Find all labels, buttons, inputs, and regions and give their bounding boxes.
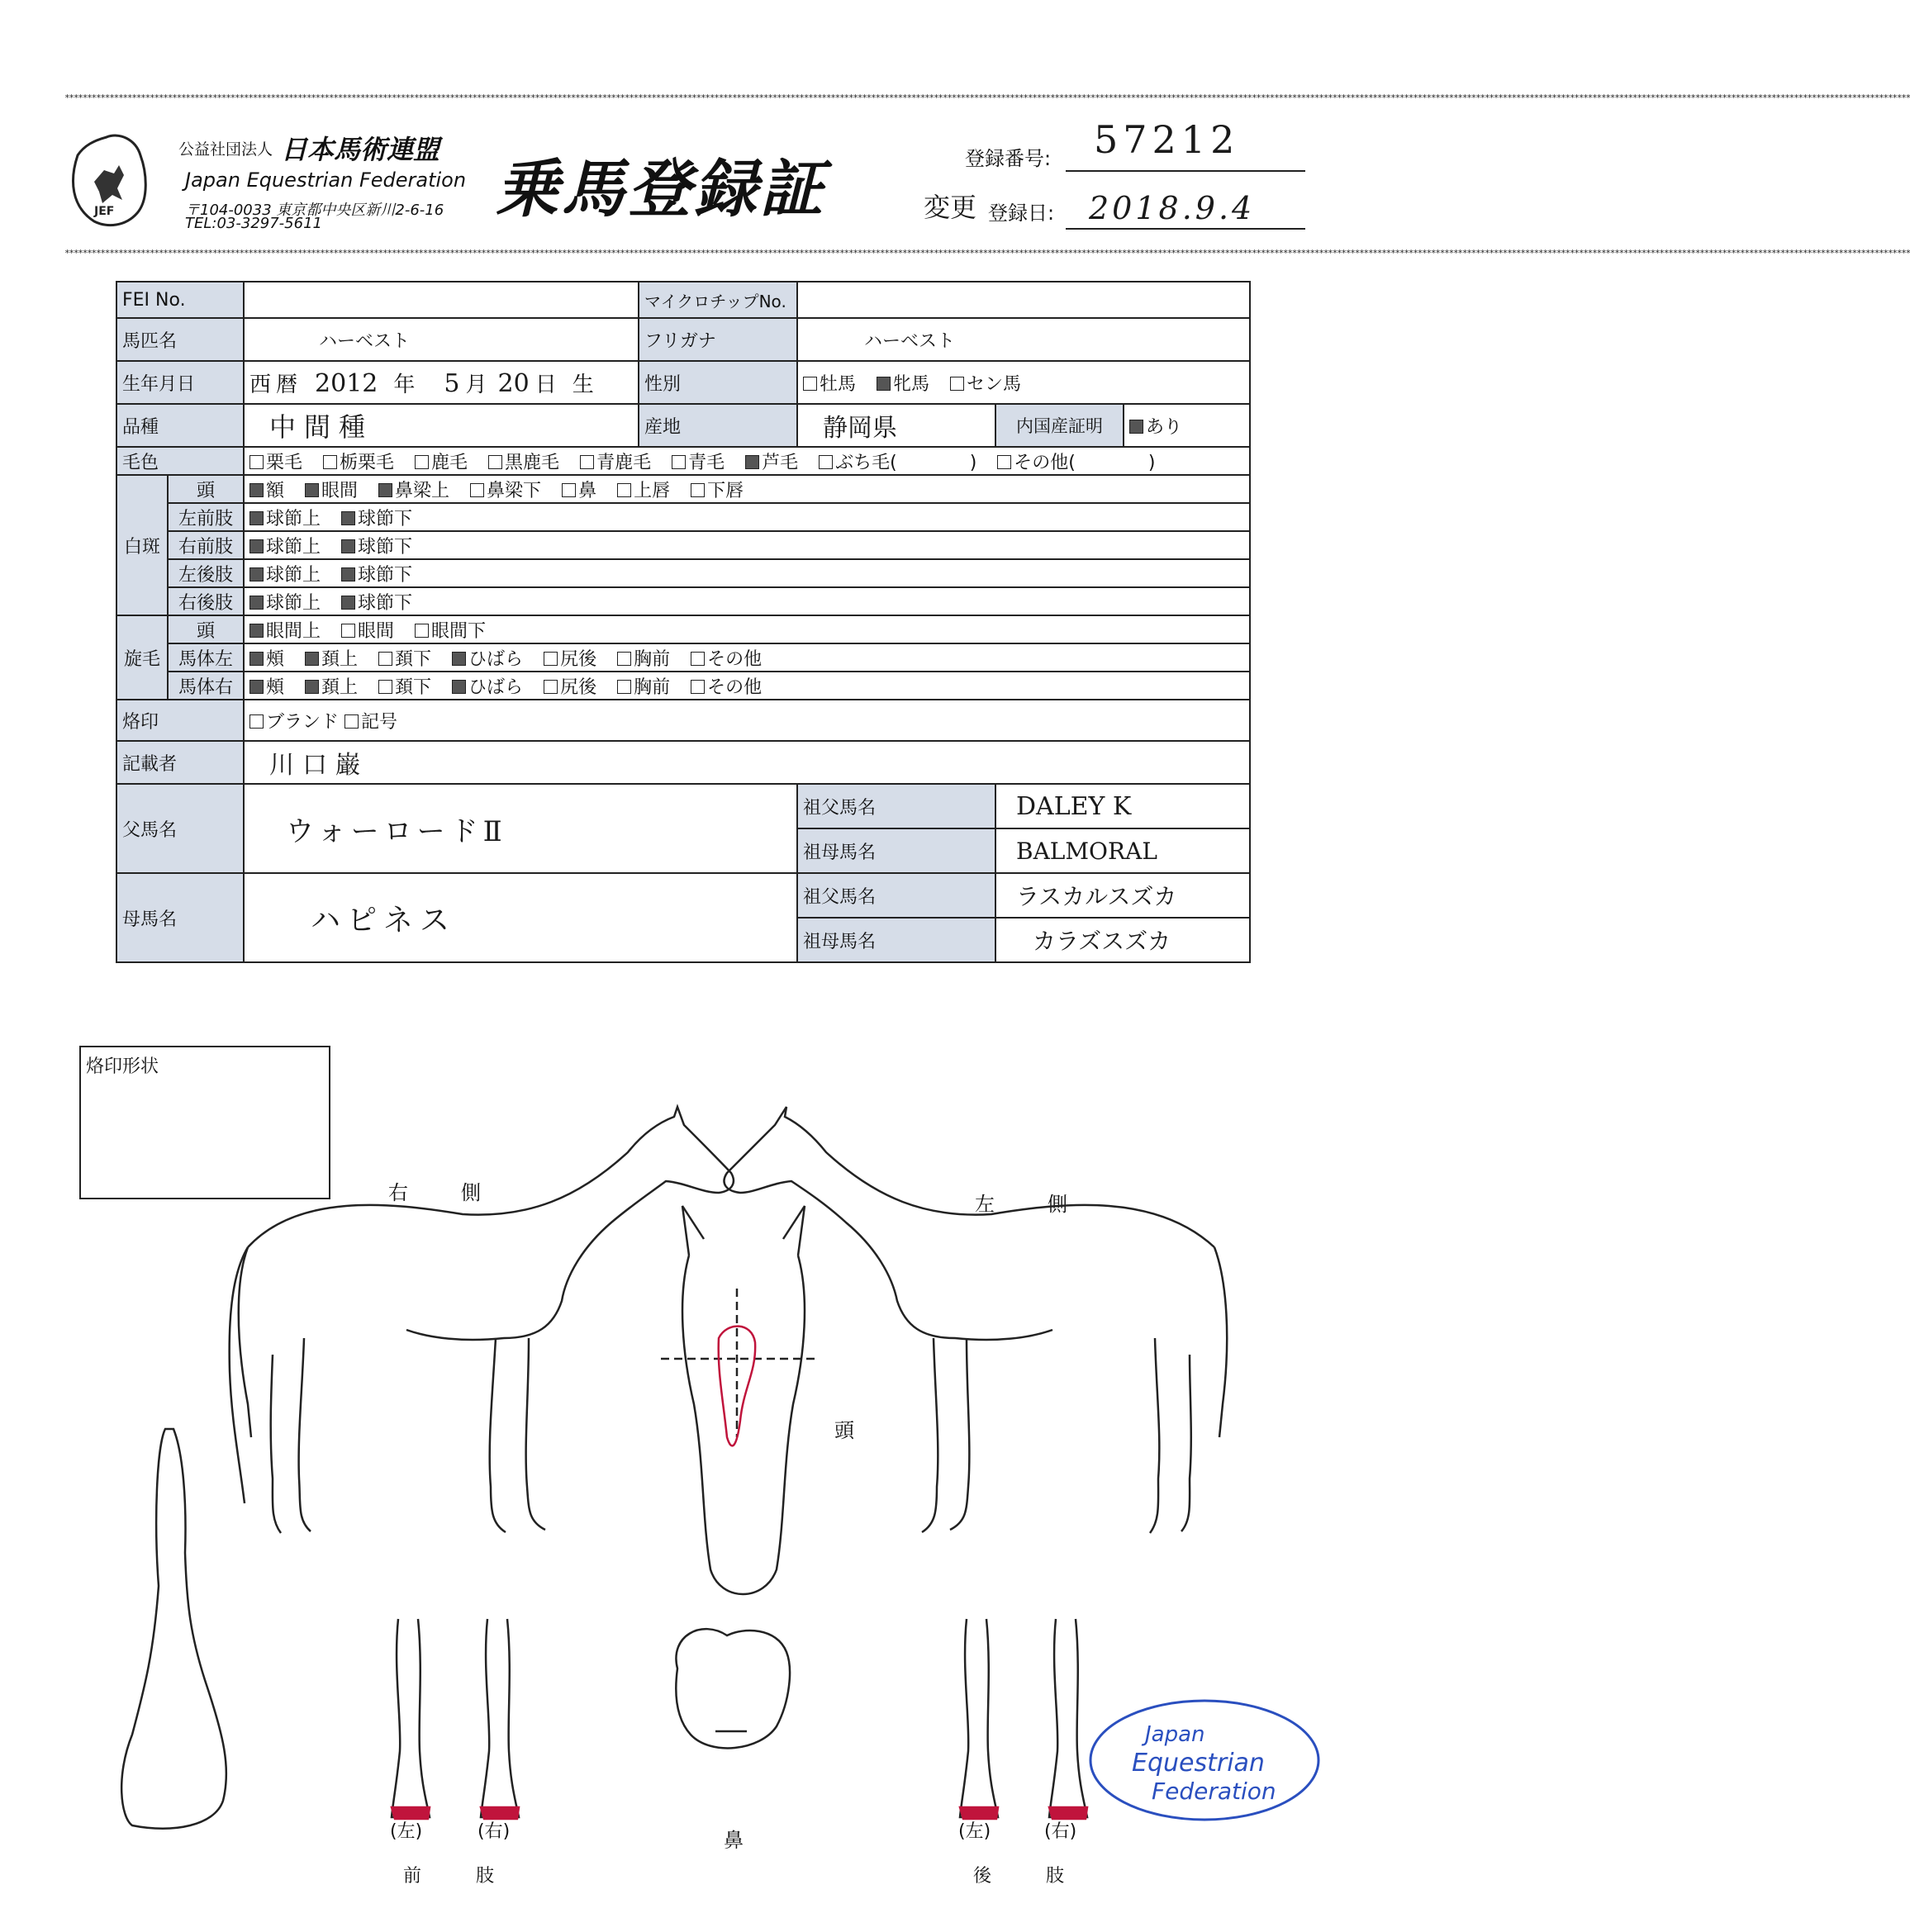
markings-label: 白斑	[116, 475, 168, 615]
whorl-option[interactable]: 頚上	[305, 677, 358, 698]
dam-value: ハピネス	[244, 873, 797, 962]
birth-day-unit: 日	[535, 372, 557, 397]
horse-left-side	[725, 1107, 1228, 1533]
wh-2-0[interactable]	[249, 680, 264, 694]
sire-label: 父馬名	[116, 784, 244, 873]
whorl-option[interactable]: 尻後	[544, 649, 596, 670]
marking-option[interactable]: 球節下	[341, 509, 412, 529]
recorder-label: 記載者	[116, 741, 244, 784]
marking-option[interactable]: 上唇	[617, 481, 670, 501]
marking-option[interactable]: 眼間	[305, 481, 358, 501]
color-option[interactable]: 青毛	[672, 453, 725, 473]
whorl-options	[244, 672, 1250, 700]
row-marking-lh	[116, 559, 1250, 587]
color-checkbox-4[interactable]	[580, 455, 594, 469]
wh-1-3[interactable]	[452, 652, 466, 666]
wh-0-1[interactable]	[341, 624, 355, 638]
sex-option[interactable]: 牝馬	[877, 374, 929, 395]
wh-1-1[interactable]	[305, 652, 319, 666]
row-marking-head	[116, 475, 1250, 503]
breed-label: 品種	[116, 404, 244, 447]
row-whorl-right	[116, 672, 1250, 700]
marking-option[interactable]: 球節上	[249, 537, 321, 558]
marking-option[interactable]: 球節上	[249, 565, 321, 586]
color-option[interactable]: その他( )	[997, 453, 1155, 473]
mk-4-0[interactable]	[249, 596, 264, 610]
color-option[interactable]: 青鹿毛	[580, 453, 651, 473]
row-marking-lf	[116, 503, 1250, 531]
grandsire-label: 祖父馬名	[797, 873, 995, 918]
marking-option[interactable]: 球節下	[341, 537, 412, 558]
sex-option[interactable]: 牡馬	[803, 374, 856, 395]
wh-2-1[interactable]	[305, 680, 319, 694]
sex-options	[797, 361, 1250, 404]
granddam-label: 祖母馬名	[797, 918, 995, 962]
fore-left-label: (左)	[390, 1821, 423, 1842]
sex-checkbox-2[interactable]	[950, 377, 964, 391]
sex-option[interactable]: セン馬	[950, 374, 1021, 395]
birth-cell	[244, 361, 639, 404]
fore-caption: 前 肢	[403, 1866, 495, 1887]
whorl-options	[244, 643, 1250, 672]
stamp-line-3: Federation	[1152, 1778, 1276, 1805]
brand-checkbox-1[interactable]	[344, 714, 359, 729]
wh-2-6[interactable]	[691, 680, 705, 694]
horse-nose-view	[676, 1629, 790, 1748]
brand-label: 烙印	[116, 700, 244, 741]
color-checkbox-5[interactable]	[672, 455, 686, 469]
mk-0-4[interactable]	[562, 483, 576, 497]
row-color	[116, 447, 1250, 475]
whorl-options	[244, 615, 1250, 643]
jef-logo	[61, 131, 152, 230]
birth-month: 5	[444, 368, 460, 398]
brand-shape-label: 烙印形状	[86, 1056, 159, 1077]
wh-1-0[interactable]	[249, 652, 264, 666]
row-recorder	[116, 741, 1250, 784]
jef-logo-text: JEF	[94, 205, 115, 218]
horse-head-front	[661, 1206, 818, 1594]
dam-dam-value: カラズスズカ	[995, 918, 1250, 962]
row-brand	[116, 700, 1250, 741]
mk-3-1[interactable]	[341, 567, 355, 581]
row-breed	[116, 404, 1250, 447]
brand-option[interactable]: 記号	[344, 712, 397, 733]
color-option[interactable]: 栃栗毛	[323, 453, 394, 473]
whorls-label: 旋毛	[116, 615, 168, 700]
row-dam-1	[116, 873, 1250, 918]
horse-top-view	[121, 1429, 226, 1829]
whorl-part: 頭	[168, 615, 244, 643]
reg-date-underline	[1066, 228, 1305, 230]
row-fei	[116, 282, 1250, 318]
color-checkbox-1[interactable]	[323, 455, 337, 469]
marking-option[interactable]: 鼻梁下	[470, 481, 541, 501]
org-name-en: Japan Equestrian Federation	[185, 169, 467, 192]
registration-table	[116, 281, 1251, 963]
wh-2-4[interactable]	[544, 680, 558, 694]
birth-year-unit: 年	[393, 372, 416, 397]
mk-4-1[interactable]	[341, 596, 355, 610]
whorl-option[interactable]: ひばら	[452, 677, 523, 698]
stamp-line-1: Japan	[1145, 1722, 1205, 1747]
marking-options	[244, 587, 1250, 615]
color-checkbox-0[interactable]	[249, 455, 264, 469]
hind-left-label: (左)	[958, 1821, 991, 1842]
whorl-option[interactable]: 頚上	[305, 649, 358, 670]
jef-stamp	[1081, 1690, 1328, 1830]
marking-option[interactable]: 額	[249, 481, 284, 501]
birth-day: 20	[497, 368, 530, 398]
row-name	[116, 318, 1250, 361]
reg-no-value: 57212	[1094, 117, 1240, 162]
color-checkbox-3[interactable]	[488, 455, 502, 469]
whorl-option[interactable]: 頚下	[378, 677, 431, 698]
whorl-option[interactable]: 眼間下	[415, 621, 486, 642]
color-label: 毛色	[116, 447, 244, 475]
marking-part: 頭	[168, 475, 244, 503]
origin-label: 産地	[639, 404, 797, 447]
whorl-option[interactable]: 頰	[249, 677, 284, 698]
grandsire-label: 祖父馬名	[797, 784, 995, 828]
color-option[interactable]: ぶち毛( )	[819, 453, 976, 473]
wh-0-2[interactable]	[415, 624, 429, 638]
marking-option[interactable]: 球節下	[341, 593, 412, 614]
domestic-checkbox[interactable]	[1129, 420, 1143, 434]
color-options	[244, 447, 1250, 475]
row-birth	[116, 361, 1250, 404]
microchip-value	[797, 282, 1250, 318]
whorl-option[interactable]: 眼間	[341, 621, 394, 642]
whorl-option[interactable]: 胸前	[617, 649, 670, 670]
breed-value: 中間種	[244, 404, 639, 447]
reg-no-underline	[1066, 170, 1305, 172]
header-bottom-border: ****************************************************************************************************************************************************************************************************************************************************************************************************************************************************************************************************************************	[64, 248, 1910, 259]
color-option[interactable]: 芦毛	[745, 453, 798, 473]
left-side-label: 左 側	[975, 1193, 1084, 1216]
row-marking-rf	[116, 531, 1250, 559]
whorl-option[interactable]: 尻後	[544, 677, 596, 698]
brand-options	[244, 700, 1250, 741]
reg-date-value: 2018.9.4	[1089, 190, 1256, 226]
wh-2-5[interactable]	[617, 680, 631, 694]
stamp-line-2: Equestrian	[1132, 1749, 1265, 1778]
color-checkbox-2[interactable]	[415, 455, 429, 469]
marking-part: 左前肢	[168, 503, 244, 531]
whorl-option[interactable]: 頚下	[378, 649, 431, 670]
hind-right-label: (右)	[1044, 1821, 1077, 1842]
mk-0-0[interactable]	[249, 483, 264, 497]
wh-1-6[interactable]	[691, 652, 705, 666]
birth-suffix: 生	[572, 372, 594, 397]
color-checkbox-8[interactable]	[997, 455, 1011, 469]
color-option[interactable]: 鹿毛	[415, 453, 468, 473]
fore-right-label: (右)	[477, 1821, 511, 1842]
right-side-label: 右 側	[388, 1181, 497, 1204]
row-whorl-left	[116, 643, 1250, 672]
marking-option[interactable]: 鼻梁上	[378, 481, 449, 501]
sire-sire-value: DALEY K	[995, 784, 1250, 828]
marking-options	[244, 475, 1250, 503]
marking-part: 右後肢	[168, 587, 244, 615]
mk-2-1[interactable]	[341, 539, 355, 553]
whorl-option[interactable]: 眼間上	[249, 621, 321, 642]
sire-value: ウォーロードⅡ	[244, 784, 797, 873]
sex-label: 性別	[639, 361, 797, 404]
org-prefix: 公益社団法人	[178, 140, 273, 159]
horse-name-value: ハーベスト	[244, 318, 639, 361]
marking-option[interactable]: 球節下	[341, 565, 412, 586]
furigana-value: ハーベスト	[797, 318, 1250, 361]
marking-options	[244, 531, 1250, 559]
hind-caption: 後 肢	[973, 1866, 1065, 1887]
org-name: 日本馬術連盟	[281, 134, 440, 165]
granddam-label: 祖母馬名	[797, 828, 995, 873]
org-tel: TEL:03-3297-5611	[185, 215, 322, 232]
marking-option[interactable]: 球節上	[249, 509, 321, 529]
color-checkbox-6[interactable]	[745, 455, 759, 469]
mk-3-0[interactable]	[249, 567, 264, 581]
furigana-label: フリガナ	[639, 318, 797, 361]
marking-part: 右前肢	[168, 531, 244, 559]
wh-1-2[interactable]	[378, 652, 392, 666]
whorl-option[interactable]: その他	[691, 677, 762, 698]
marking-options	[244, 559, 1250, 587]
birth-era: 西暦	[249, 372, 303, 397]
wh-2-2[interactable]	[378, 680, 392, 694]
marking-option[interactable]: 下唇	[691, 481, 744, 501]
mk-0-2[interactable]	[378, 483, 392, 497]
mk-0-3[interactable]	[470, 483, 484, 497]
mk-1-0[interactable]	[249, 511, 264, 525]
marking-option[interactable]: 球節上	[249, 593, 321, 614]
header-top-border: ****************************************************************************************************************************************************************************************************************************************************************************************************************************************************************************************************************************	[64, 93, 1910, 103]
dam-sire-value: ラスカルスズカ	[995, 873, 1250, 918]
birth-label: 生年月日	[116, 361, 244, 404]
color-checkbox-7[interactable]	[819, 455, 833, 469]
wh-1-5[interactable]	[617, 652, 631, 666]
whorl-option[interactable]: 胸前	[617, 677, 670, 698]
reg-no-label: 登録番号:	[965, 147, 1052, 170]
whorl-option[interactable]: ひばら	[452, 649, 523, 670]
domestic-cell	[1124, 404, 1250, 447]
birth-month-unit: 月	[465, 372, 487, 397]
row-sire-1	[116, 784, 1250, 828]
wh-0-0[interactable]	[249, 624, 264, 638]
name-label: 馬匹名	[116, 318, 244, 361]
horse-right-side	[230, 1107, 734, 1533]
doc-title: 乗馬登録証	[496, 152, 826, 225]
whorl-part: 馬体左	[168, 643, 244, 672]
birth-year: 2012	[315, 368, 378, 398]
mk-0-1[interactable]	[305, 483, 319, 497]
dam-label: 母馬名	[116, 873, 244, 962]
fei-value	[244, 282, 639, 318]
recorder-value: 川口巌	[244, 741, 1250, 784]
row-whorl-head	[116, 615, 1250, 643]
marking-options	[244, 503, 1250, 531]
microchip-label: マイクロチップNo.	[639, 282, 797, 318]
whorl-option[interactable]: 頰	[249, 649, 284, 670]
mk-0-6[interactable]	[691, 483, 705, 497]
marking-part: 左後肢	[168, 559, 244, 587]
whorl-option[interactable]: その他	[691, 649, 762, 670]
row-marking-rh	[116, 587, 1250, 615]
sex-checkbox-0[interactable]	[803, 377, 817, 391]
mk-1-1[interactable]	[341, 511, 355, 525]
reg-date-label: 登録日:	[988, 202, 1055, 225]
mk-0-5[interactable]	[617, 483, 631, 497]
sex-checkbox-1[interactable]	[877, 377, 891, 391]
fei-label: FEI No.	[116, 282, 244, 318]
color-option[interactable]: 黒鹿毛	[488, 453, 559, 473]
org-address: 〒104-0033 東京都中央区新川2-6-16	[185, 202, 444, 219]
hind-legs	[960, 1619, 1087, 1819]
mk-2-0[interactable]	[249, 539, 264, 553]
origin-value: 静岡県	[797, 404, 995, 447]
fore-legs	[392, 1619, 519, 1819]
domestic-value: あり	[1146, 416, 1183, 438]
brand-option[interactable]: ブランド	[249, 712, 339, 733]
change-mark: 変更	[924, 192, 977, 223]
wh-2-3[interactable]	[452, 680, 466, 694]
marking-option[interactable]: 鼻	[562, 481, 596, 501]
wh-1-4[interactable]	[544, 652, 558, 666]
domestic-label: 内国産証明	[995, 404, 1124, 447]
head-label: 頭	[834, 1419, 854, 1442]
brand-checkbox-0[interactable]	[249, 714, 264, 729]
nose-label: 鼻	[724, 1829, 744, 1852]
whorl-part: 馬体右	[168, 672, 244, 700]
color-option[interactable]: 栗毛	[249, 453, 302, 473]
sire-dam-value: BALMORAL	[995, 828, 1250, 873]
